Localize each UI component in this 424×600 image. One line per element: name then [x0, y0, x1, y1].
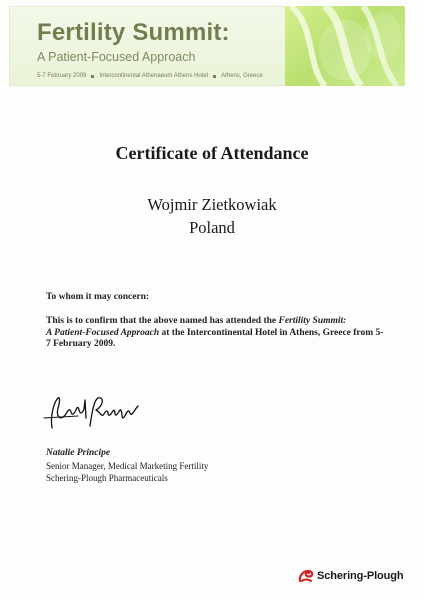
confirmation-text	[46, 316, 386, 351]
signature-image	[38, 392, 146, 436]
decorative-curves-icon	[285, 6, 405, 86]
certificate-title: Certificate of Attendance	[115, 143, 309, 163]
confirmation-part1: This is to confirm that the above named has attended the	[46, 316, 279, 326]
signatory-name: Natalie Principe	[46, 448, 111, 458]
recipient-country: Poland	[189, 218, 235, 237]
event-name-line2: A Patient-Focused Approach	[46, 327, 160, 338]
event-name-line1: Fertility Summit:	[278, 316, 347, 326]
schering-plough-logo-icon	[298, 569, 314, 583]
bullet-icon	[91, 75, 94, 78]
bullet-icon	[213, 75, 216, 78]
signatory-company: Schering-Plough Pharmaceuticals	[46, 473, 168, 483]
salutation: To whom it may concern:	[46, 292, 150, 302]
recipient-name: Wojmir Zietkowiak	[147, 195, 277, 214]
event-details	[37, 73, 263, 79]
event-venue: Intercontinental Athenaeum Athens Hotel	[99, 73, 209, 79]
event-date: 5-7 February 2009	[37, 73, 87, 79]
event-city: Athens, Greece	[221, 73, 263, 79]
logo-text: Schering-Plough	[317, 570, 404, 582]
signatory-role: Senior Manager, Medical Marketing Fertility	[46, 461, 209, 471]
banner-subtitle: A Patient-Focused Approach	[37, 50, 196, 64]
banner-title: Fertility Summit:	[37, 19, 230, 46]
event-banner	[9, 6, 405, 86]
company-logo	[298, 569, 404, 583]
confirmation-part2: at the Intercontinental Hotel in Athens, Greece from 5-7 February 2009.	[46, 327, 384, 349]
banner-decoration	[285, 6, 405, 86]
